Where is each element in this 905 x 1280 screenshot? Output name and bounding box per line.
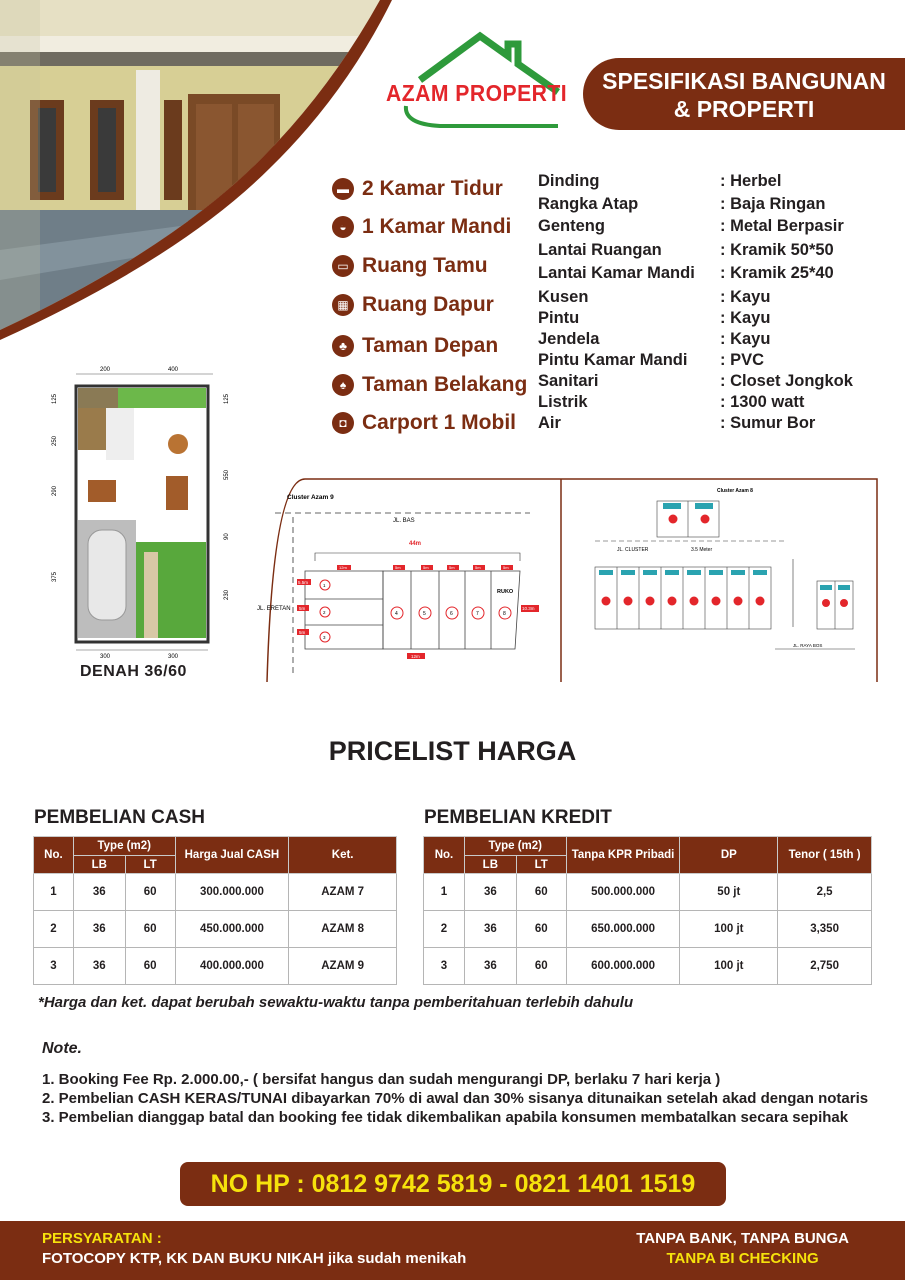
ruko-label: RUKO (497, 589, 514, 595)
site-left-title: Cluster Azam 9 (287, 494, 334, 501)
lot-4: 4 (395, 611, 398, 617)
dim-right-2: 550 (224, 469, 230, 480)
dim-left-2: 250 (52, 435, 58, 446)
requirements-label: PERSYARATAN : (42, 1230, 162, 1247)
car-icon: ◘ (332, 412, 354, 434)
dim-top-1: 200 (100, 367, 111, 373)
garden-icon: ♣ (332, 335, 354, 357)
table-row: 3 36 60 600.000.000 100 jt 2,750 (424, 948, 872, 985)
kredit-header-lt: LT (516, 856, 566, 874)
dim-right-1: 125 (224, 393, 230, 404)
dim-left-4: 375 (52, 571, 58, 582)
kredit-header-price: Tanpa KPR Pribadi (566, 837, 680, 874)
dim-right-3: 90 (224, 533, 230, 540)
lot-dim-1: 12m (339, 565, 347, 570)
note-title: Note. (42, 1040, 82, 1057)
logo-roof-icon (380, 28, 560, 128)
floor-plan (48, 362, 248, 682)
dim-bottom-1: 300 (100, 654, 111, 660)
lot-dim-5: 5m (475, 565, 481, 570)
cash-header-price: Harga Jual CASH (175, 837, 289, 874)
site-plan (257, 477, 879, 682)
lot-dim-2: 5m (395, 565, 401, 570)
road-left-label: JL. ERETAN (257, 606, 291, 612)
lot-7: 7 (476, 611, 479, 617)
feature-item: ◒ 1 Kamar Mandi (332, 208, 527, 246)
cash-header-no: No. (34, 837, 74, 874)
tree-icon: ♠ (332, 374, 354, 396)
terms-line1: TANPA BANK, TANPA BUNGA (636, 1230, 849, 1247)
left-dim-2: 5m (299, 606, 306, 611)
cash-header-lb: LB (73, 856, 125, 874)
bathtub-icon: ◒ (332, 216, 354, 238)
feature-list (332, 170, 527, 442)
dim-bottom-2: 300 (168, 654, 179, 660)
feature-item: ▬ 2 Kamar Tidur (332, 170, 527, 208)
left-dim-3: 5m (299, 630, 306, 635)
cash-header-lt: LT (125, 856, 175, 874)
dim-left-3: 290 (52, 485, 58, 496)
list-item: 2. Pembelian CASH KERAS/TUNAI dibayarkan 70% di awal dan 30% sisanya ditunaikan setelah akad dengan notaris (42, 1090, 869, 1107)
spec-title-line2: & PROPERTI (673, 96, 815, 122)
spec-title-banner (583, 58, 905, 130)
cash-title: PEMBELIAN CASH (34, 807, 206, 828)
table-row: 2 36 60 650.000.000 100 jt 3,350 (424, 911, 872, 948)
feature-item: ▦ Ruang Dapur (332, 285, 527, 325)
lot-8: 8 (503, 611, 506, 617)
note-list (42, 1070, 868, 1127)
stove-icon: ▦ (332, 294, 354, 316)
lot-2: 2 (323, 610, 326, 615)
lot-dim-3: 5m (423, 565, 429, 570)
lot-dim-4: 5m (449, 565, 455, 570)
lot-dim-6: 5m (503, 565, 509, 570)
dim-left-1: 125 (52, 393, 58, 404)
feature-item: ▭ Ruang Tamu (332, 246, 527, 285)
sofa-icon: ▭ (332, 255, 354, 277)
road-top-label: JL. BAS (393, 518, 415, 524)
kredit-header-lb: LB (464, 856, 516, 874)
table-row: 2 36 60 450.000.000 AZAM 8 (34, 911, 397, 948)
kredit-header-no: No. (424, 837, 465, 874)
phone-banner: NO HP : 0812 9742 5819 - 0821 1401 1519 (180, 1162, 726, 1206)
kredit-header-dp: DP (680, 837, 778, 874)
cash-header-ket: Ket. (289, 837, 397, 874)
footer-terms (636, 1229, 849, 1269)
table-row: 3 36 60 400.000.000 AZAM 9 (34, 948, 397, 985)
feature-item: ◘ Carport 1 Mobil (332, 404, 527, 442)
kredit-title: PEMBELIAN KREDIT (424, 807, 612, 828)
kredit-table (423, 836, 872, 985)
road-cluster-label: JL. CLUSTER (617, 547, 649, 553)
feature-item: ♣ Taman Depan (332, 325, 527, 366)
list-item: 1. Booking Fee Rp. 2.000.00,- ( bersifat hangus dan sudah mengurangi DP, berlaku 7 hari kerja ) (42, 1071, 721, 1088)
cash-table (33, 836, 397, 985)
road-width-label: 3.5 Meter (691, 547, 713, 553)
table-row: 1 36 60 300.000.000 AZAM 7 (34, 874, 397, 911)
left-dim-1: 5.5m (298, 580, 309, 585)
lot-5: 5 (423, 611, 426, 617)
terms-line2: TANPA BI CHECKING (666, 1250, 819, 1267)
bottom-dim: 12m (411, 654, 420, 659)
list-item: 3. Pembelian dianggap batal dan booking fee tidak dikembalikan apabila konsumen membatalkan secara sepihak (42, 1109, 849, 1126)
lot-6: 6 (450, 611, 453, 617)
spec-title-line1: SPESIFIKASI BANGUNAN (602, 68, 886, 94)
brand-logo-text: AZAM PROPERTI (386, 80, 568, 106)
side-dim: 10.3m (522, 606, 535, 611)
bed-icon: ▬ (332, 178, 354, 200)
site-right-title: Cluster Azam 8 (717, 488, 753, 494)
requirements-text: FOTOCOPY KTP, KK DAN BUKU NIKAH jika sudah menikah (42, 1250, 467, 1267)
lot-1: 1 (323, 583, 326, 588)
disclaimer-text: *Harga dan ket. dapat berubah sewaktu-waktu tanpa pemberitahuan terlebih dahulu (38, 994, 634, 1011)
table-row: 1 36 60 500.000.000 50 jt 2,5 (424, 874, 872, 911)
footer-requirements (42, 1229, 466, 1269)
top-dim: 44m (409, 541, 422, 547)
cash-header-type: Type (m2) (73, 837, 175, 856)
floor-plan-caption: DENAH 36/60 (80, 663, 187, 680)
lot-3: 3 (323, 635, 326, 640)
kredit-header-type: Type (m2) (464, 837, 566, 856)
feature-item: ♠ Taman Belakang (332, 366, 527, 404)
dim-right-4: 230 (224, 589, 230, 600)
kredit-header-tenor: Tenor ( 15th ) (778, 837, 872, 874)
road-raya-label: JL. RAYA BOS (793, 643, 823, 648)
pricelist-title: PRICELIST HARGA (328, 736, 577, 766)
dim-top-2: 400 (168, 367, 179, 373)
